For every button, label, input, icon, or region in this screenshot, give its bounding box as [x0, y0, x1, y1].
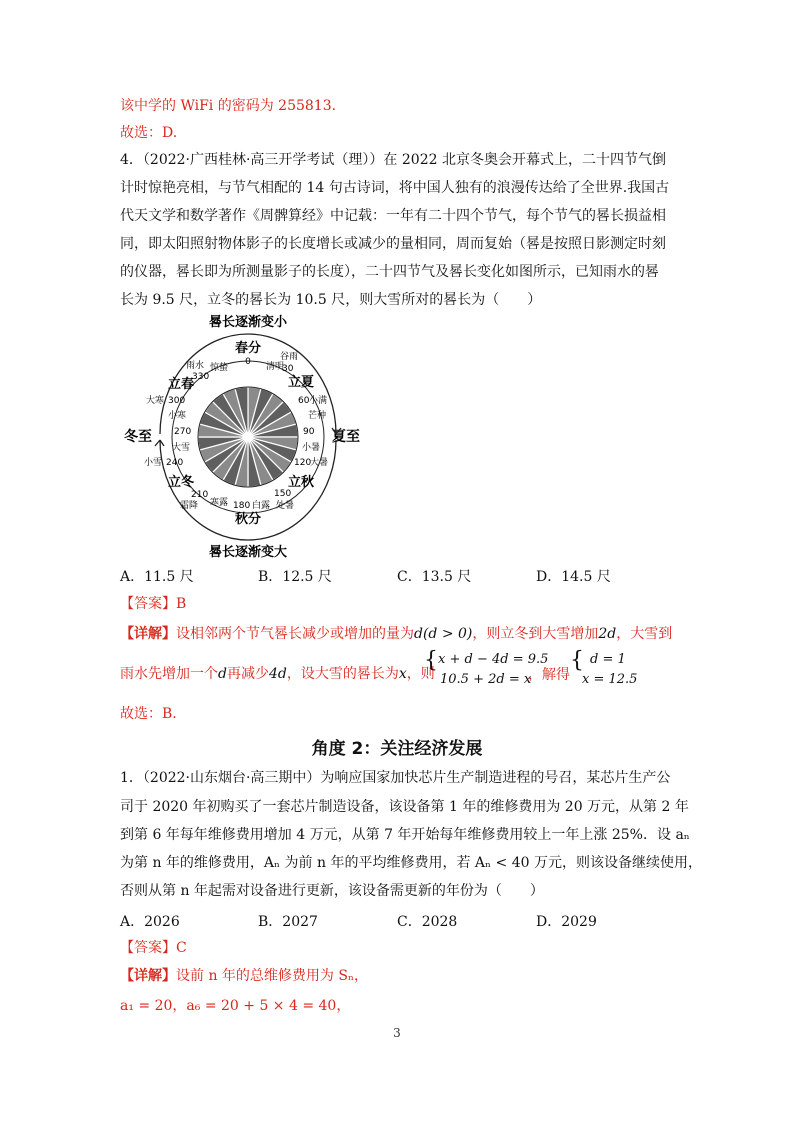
- detail-text: ，则: [406, 666, 435, 682]
- math-d: d(d > 0): [414, 626, 473, 642]
- term-chunfen: 春分: [234, 341, 262, 356]
- detail-label: 【详解】: [120, 626, 176, 642]
- math-x: x: [398, 666, 407, 682]
- q4-option-d: D．14.5 尺: [536, 569, 611, 585]
- value-240: 240: [166, 458, 184, 468]
- q4-detail-line-1: [120, 624, 672, 644]
- equation-1: x + d − 4d = 9.5: [438, 652, 549, 667]
- value-300: 300: [168, 396, 186, 406]
- value-270: 270: [174, 427, 192, 437]
- q4-detail-line-2: [120, 664, 435, 684]
- term-bailu: 白露: [252, 501, 271, 511]
- q4-line-1: 4．（2022·广西桂林·高三开学考试（理））在 2022 北京冬奥会开幕式上，二十四节气倒: [120, 152, 666, 168]
- prev-choice: 故选：D.: [120, 125, 178, 141]
- value-60: 60: [298, 396, 310, 406]
- q1-option-d: D．2029: [536, 914, 597, 930]
- value-150: 150: [274, 489, 292, 499]
- term-lichun: 立春: [168, 377, 195, 392]
- term-qingming: 清明: [266, 362, 285, 372]
- detail-text: 雨水先增加一个: [120, 666, 218, 682]
- q4-line-4: 同，即太阳照射物体影子的长度增长或减少的量相同，周而复始（晷是按照日影测定时刻: [120, 236, 666, 252]
- q1-line-2: 司于 2020 年初购买了一套芯片制造设备，该设备第 1 年的维修费用为 20 万元，从第 2 年: [120, 799, 689, 815]
- q4-line-2: 计时惊艳亮相，与节气相配的 14 句古诗词，将中国人独有的浪漫传达给了全世界.我国古: [120, 180, 670, 196]
- q4-line-6: 长为 9.5 尺，立冬的晷长为 10.5 尺，则大雪所对的晷长为（ ）: [120, 292, 542, 308]
- term-lidong: 立冬: [168, 475, 195, 490]
- diagram-bottom-label: 晷长逐渐变大: [208, 545, 288, 560]
- q1-answer: 【答案】C: [120, 940, 187, 956]
- term-yushui: 雨水: [186, 361, 205, 371]
- math-d: d: [218, 666, 227, 682]
- math-4d: 4d: [268, 666, 287, 682]
- value-180: 180: [233, 501, 251, 511]
- term-daxue: 大雪: [172, 443, 191, 453]
- prev-answer-line: 该中学的 WiFi 的密码为 255813.: [120, 98, 337, 114]
- term-dahan: 大寒: [146, 396, 165, 406]
- brace-left-icon: {: [424, 648, 438, 673]
- solve-text: ，解得: [528, 667, 570, 683]
- term-xiaoshu: 小暑: [302, 443, 321, 453]
- q1-option-c: C．2028: [397, 914, 458, 930]
- q4-option-c: C．13.5 尺: [397, 569, 472, 585]
- value-210: 210: [191, 490, 209, 500]
- q1-line-4: 为第 n 年的维修费用，Aₙ 为前 n 年的平均维修费用，若 Aₙ < 40 万元，则该设备继续使用，: [120, 855, 702, 871]
- q4-answer: 【答案】B: [120, 596, 187, 612]
- diagram-top-label: 晷长逐渐变小: [208, 315, 288, 330]
- q4-line-3: 代天文学和数学著作《周髀算经》中记载：一年有二十四个节气，每个节气的晷长损益相: [120, 208, 666, 224]
- diagram-right-label: 夏至: [332, 429, 360, 445]
- solution-2: x = 12.5: [582, 672, 638, 687]
- term-hanlu: 寒露: [210, 498, 229, 508]
- term-jingzhe: 惊蛰: [210, 363, 229, 373]
- section-heading: 角度 2：关注经济发展: [311, 739, 483, 759]
- value-30: 30: [282, 364, 294, 374]
- detail-text: 设前 n 年的总维修费用为 Sₙ，: [176, 968, 369, 984]
- term-dashu: 大暑: [310, 458, 329, 468]
- q1-line-3: 到第 6 年每年维修费用增加 4 万元，从第 7 年开始每年维修费用较上一年上涨 25%．设 aₙ: [120, 827, 690, 843]
- q1-line-1: 1．（2022·山东烟台·高三期中）为响应国家加快芯片生产制造进程的号召，某芯片生产公: [120, 770, 671, 786]
- q4-option-b: B．12.5 尺: [258, 569, 332, 585]
- q1-option-a: A．2026: [120, 914, 180, 930]
- detail-text: ，则立冬到大雪增加: [472, 626, 599, 642]
- q1-detail-line-1: [120, 966, 368, 986]
- detail-text: ，设大雪的晷长为: [286, 666, 399, 682]
- page-number: 3: [393, 1026, 401, 1040]
- detail-label: 【详解】: [120, 968, 176, 984]
- detail-text: ，大雪到: [616, 626, 673, 642]
- term-liqiu: 立秋: [288, 475, 315, 490]
- equation-2: 10.5 + 2d = x: [440, 672, 532, 687]
- q4-option-a: A．11.5 尺: [120, 569, 194, 585]
- term-shuangjiang: 霜降: [180, 501, 199, 511]
- q1-detail-line-2: a₁ = 20，a₆ = 20 + 5 × 4 = 40，: [120, 998, 351, 1014]
- q4-choice: 故选：B.: [120, 706, 177, 722]
- math-2d: 2d: [598, 626, 617, 642]
- term-chushu: 处暑: [276, 501, 295, 511]
- detail-text: 再减少: [226, 666, 269, 682]
- solar-terms-diagram: [118, 312, 378, 562]
- detail-text: 设相邻两个节气晷长减少或增加的量为: [176, 626, 414, 642]
- value-330: 330: [192, 372, 210, 382]
- value-0: 0: [245, 357, 251, 367]
- term-xiaohan: 小寒: [168, 411, 187, 421]
- solution-1: d = 1: [590, 652, 626, 667]
- term-xiaoman: 小满: [309, 396, 328, 406]
- term-lixia: 立夏: [288, 375, 315, 390]
- term-guyu: 谷雨: [280, 352, 299, 362]
- diagram-left-label: 冬至: [124, 429, 152, 445]
- value-120: 120: [294, 458, 312, 468]
- value-90: 90: [303, 427, 315, 437]
- q1-line-5: 否则从第 n 年起需对设备进行更新，该设备需更新的年份为（ ）: [120, 883, 544, 899]
- term-qiufen: 秋分: [234, 512, 262, 527]
- q1-option-b: B．2027: [258, 914, 318, 930]
- term-mangzhong: 芒种: [308, 411, 327, 421]
- dial-wedges: [198, 387, 298, 487]
- brace-left-icon: {: [570, 648, 584, 673]
- q4-line-5: 的仪器，晷长即为所测量影子的长度），二十四节气及晷长变化如图所示，已知雨水的晷: [120, 264, 659, 280]
- term-xiaoxue: 小雪: [144, 458, 163, 468]
